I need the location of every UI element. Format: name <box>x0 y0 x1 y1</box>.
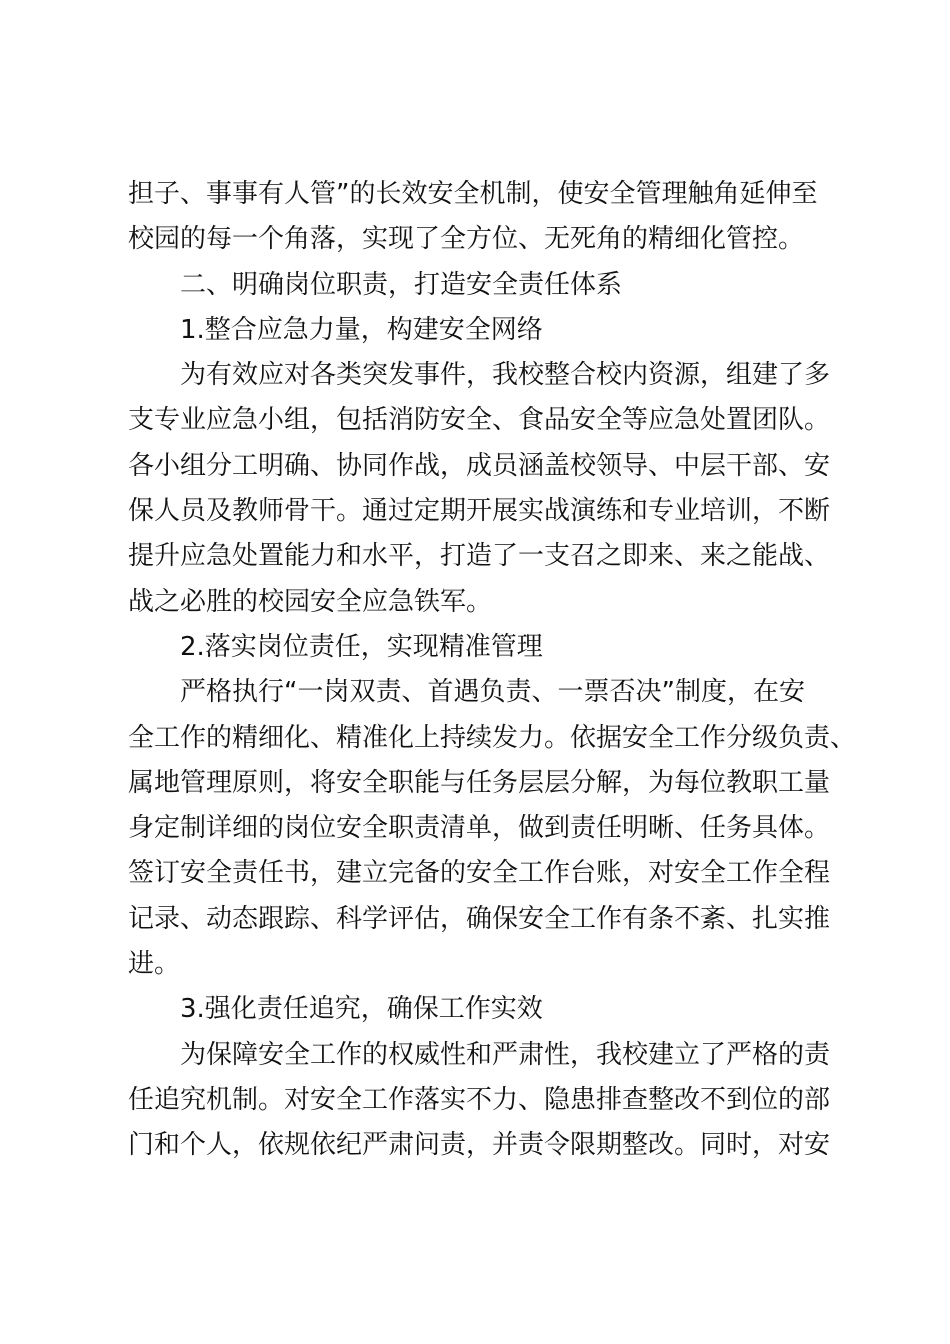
text-line: 属地管理原则，将安全职能与任务层层分解，为每位教职工量 <box>128 767 831 798</box>
text-line: 任追究机制。对安全工作落实不力、隐患排查整改不到位的部 <box>128 1084 831 1115</box>
text-line: 严格执行“一岗双责、首遇负责、一票否决”制度，在安 <box>180 677 805 708</box>
text-line: 为保障安全工作的权威性和严肃性，我校建立了严格的责 <box>180 1039 831 1070</box>
text-line: 支专业应急小组，包括消防安全、食品安全等应急处置团队。 <box>128 405 831 436</box>
text-line: 进。 <box>128 949 181 980</box>
text-line: 身定制详细的岗位安全职责清单，做到责任明晰、任务具体。 <box>128 813 831 844</box>
text-line: 战之必胜的校园安全应急铁军。 <box>128 586 493 617</box>
text-line: 各小组分工明确、协同作战，成员涵盖校领导、中层干部、安 <box>128 450 831 481</box>
text-line: 门和个人，依规依纪严肃问责，并责令限期整改。同时，对安 <box>128 1130 831 1161</box>
text-line: 担子、事事有人管”的长效安全机制，使安全管理触角延伸至 <box>128 179 818 209</box>
subsection-heading: 2.落实岗位责任，实现精准管理 <box>180 631 543 662</box>
text-line: 保人员及教师骨干。通过定期开展实战演练和专业培训，不断 <box>128 496 831 527</box>
text-line: 提升应急处置能力和水平，打造了一支召之即来、来之能战、 <box>128 541 831 572</box>
subsection-heading: 3.强化责任追究，确保工作实效 <box>180 994 543 1025</box>
text-line: 为有效应对各类突发事件，我校整合校内资源，组建了多 <box>180 360 831 391</box>
text-line: 记录、动态跟踪、科学评估，确保安全工作有条不紊、扎实推 <box>128 903 831 934</box>
text-line: 签订安全责任书，建立完备的安全工作台账，对安全工作全程 <box>128 858 831 889</box>
subsection-heading: 1.整合应急力量，构建安全网络 <box>180 314 543 345</box>
text-line: 校园的每一个角落，实现了全方位、无死角的精细化管控。 <box>128 224 805 255</box>
body-text <box>128 172 857 1169</box>
text-line: 全工作的精细化、精准化上持续发力。依据安全工作分级负责、 <box>128 722 857 753</box>
section-heading: 二、明确岗位职责，打造安全责任体系 <box>180 269 623 300</box>
